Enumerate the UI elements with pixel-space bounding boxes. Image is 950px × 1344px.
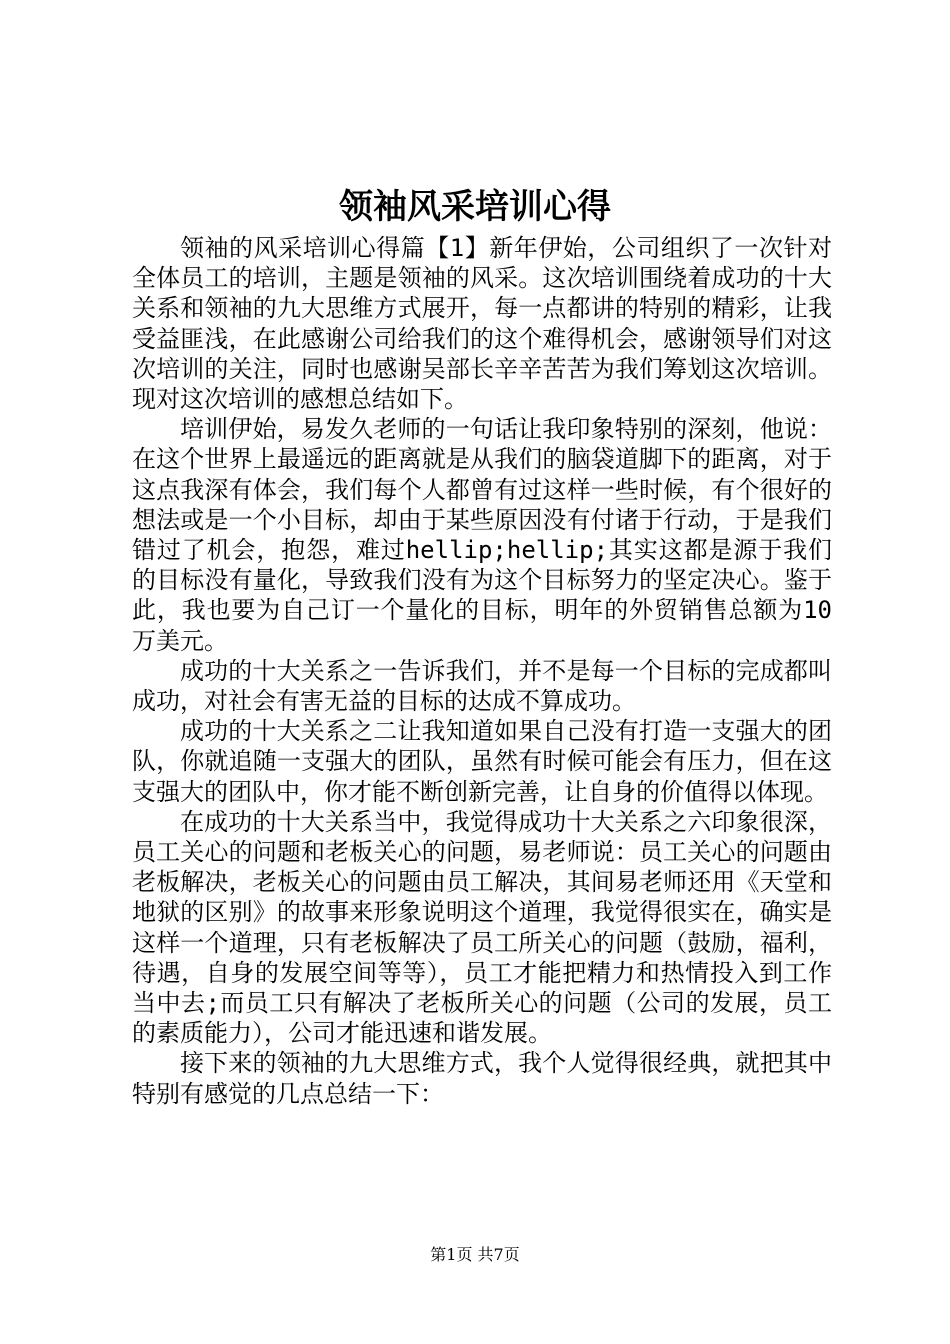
paragraph-4: 成功的十大关系之二让我知道如果自己没有打造一支强大的团队，你就追随一支强大的团队，虽然有时候可能会有压力，但在这支强大的团队中，你才能不断创新完善，让自身的价值得以体现。 [132,717,832,806]
paragraph-5: 在成功的十大关系当中，我觉得成功十大关系之六印象很深，员工关心的问题和老板关心的问题，易老师说：员工关心的问题由老板解决，老板关心的问题由员工解决，其间易老师还用《天堂和地狱的区别》的故事来形象说明这个道理，我觉得很实在，确实是这样一个道理，只有老板解决了员工所关心的问题（鼓励，福利，待遇，自身的发展空间等等），员工才能把精力和热情投入到工作当中去;而员工只有解决了老板所关心的问题（公司的发展，员工的素质能力），公司才能迅速和谐发展。 [132,807,832,1048]
paragraph-6: 接下来的领袖的九大思维方式，我个人觉得很经典，就把其中特别有感觉的几点总结一下： [132,1049,832,1108]
document-title: 领袖风采培训心得 [339,187,611,227]
paragraph-3: 成功的十大关系之一告诉我们，并不是每一个目标的完成都叫成功，对社会有害无益的目标的达成不算成功。 [132,656,832,716]
page-footer: 第1页 共7页 [430,1245,520,1264]
paragraph-1: 领袖的风采培训心得篇【1】新年伊始，公司组织了一次针对全体员工的培训，主题是领袖的风采。这次培训围绕着成功的十大关系和领袖的九大思维方式展开，每一点都讲的特别的精彩，让我受益匪浅，在此感谢公司给我们的这个难得机会，感谢领导们对这次培训的关注，同时也感谢吴部长辛辛苦苦为我们筹划这次培训。现对这次培训的感想总结如下。 [132,234,832,414]
paragraph-2: 培训伊始，易发久老师的一句话让我印象特别的深刻，他说：在这个世界上最遥远的距离就是从我们的脑袋道脚下的距离，对于这点我深有体会，我们每个人都曾有过这样一些时候，有个很好的想法或是一个小目标，却由于某些原因没有付诸于行动，于是我们错过了机会，抱怨，难过hellip;hellip;其实这都是源于我们的目标没有量化，导致我们没有为这个目标努力的坚定决心。鉴于此，我也要为自己订一个量化的目标，明年的外贸销售总额为10万美元。 [132,415,832,655]
document-body [132,233,832,1109]
